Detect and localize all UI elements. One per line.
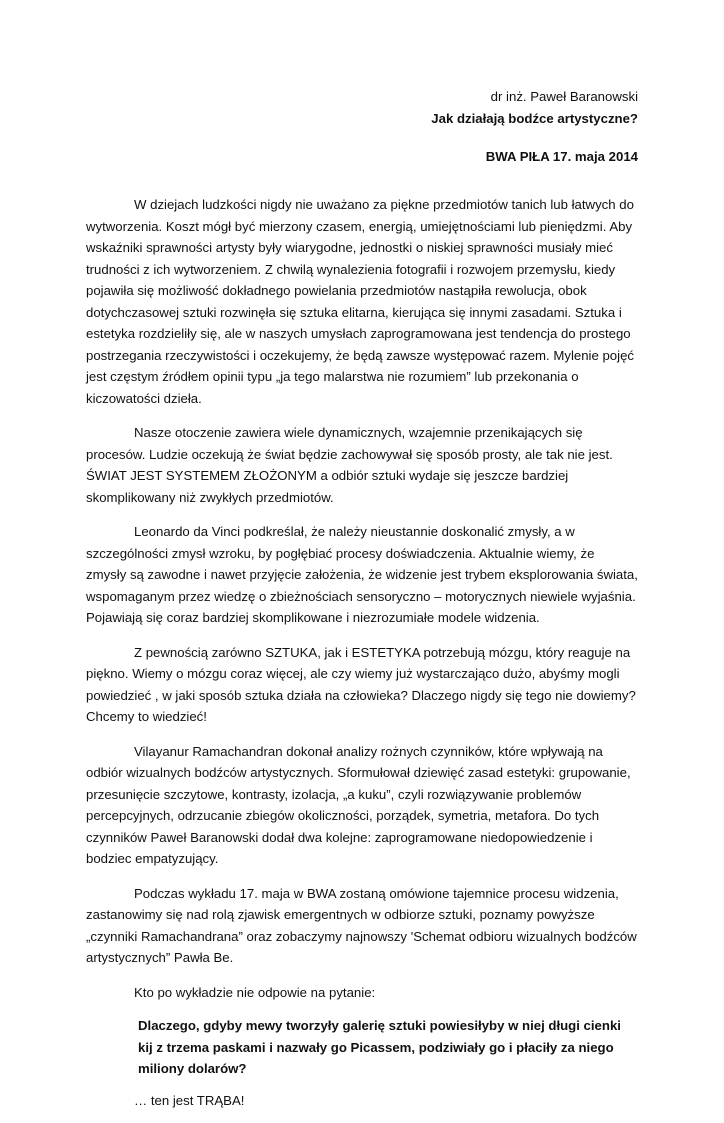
paragraph-3: Leonardo da Vinci podkreślał, że należy nieustannie doskonalić zmysły, a w szczególności zmysł wzroku, by pogłębiać procesy doświadczenia. Aktualnie wiemy, że zmysły są zawodne i nawet przyjęcie założenia, że widzenie jest trybem eksplorowania świata, wspomaganym przez wiedzę o zbieżnościach sensoryczno – motorycznych niewiele wyjaśnia. Pojawiają się coraz bardziej skomplikowane i niezrozumiałe modele widzenia. [86, 524, 638, 625]
closing-line: … ten jest TRĄBA! [134, 1092, 245, 1108]
document-header [118, 86, 638, 168]
question-intro: Kto po wykładzie nie odpowie na pytanie: [134, 984, 376, 1000]
paragraph-1: W dziejach ludzkości nigdy nie uważano za piękne przedmiotów tanich lub łatwych do wytworzenia. Koszt mógł być mierzony czasem, energią, umiejętnościami lub pieniędzmi. Aby wskaźniki sprawności artysty były wiarygodne, jednostki o niskiej sprawności musiały mieć trudności z ich wytworzeniem. Z chwilą wynalezienia fotografii i rozwojem przemysłu, kiedy pojawiła się możliwość dokładnego powielania przedmiotów nastąpiła rewolucja, obok dotychczasowej sztuki rozwinęła się sztuka elitarna, kierująca się innymi zasadami. Sztuka i estetyka rozdzieliły się, ale w naszych umysłach zaprogramowana jest tendencja do prostego postrzegania rzeczywistości i oczekujemy, że będą zawsze występować razem. Mylenie pojęć jest częstym źródłem opinii typu „ja tego malarstwa nie rozumiem” lub przekonania o kiczowatości dzieła. [86, 197, 634, 406]
paragraph-4: Z pewnością zarówno SZTUKA, jak i ESTETYKA potrzebują mózgu, który reaguje na piękno. Wiemy o mózgu coraz więcej, ale czy wiemy już wystarczająco dużo, abyśmy mogli powiedzieć , w jaki sposób sztuka działa na człowieka? Dlaczego nigdy się tego nie dowiemy? Chcemy to wiedzieć! [86, 644, 636, 724]
question: Dlaczego, gdyby mewy tworzyły galerię sztuki powiesiłyby w niej długi cienki kij z trzema paskami i nazwały go Picassem, podziwiały go i płaciły za niego miliony dolarów? [138, 1018, 621, 1076]
venue-date: BWA PIŁA 17. maja 2014 [485, 149, 638, 164]
author-name: dr inż. Paweł Baranowski [490, 89, 638, 104]
lecture-title: Jak działają bodźce artystyczne? [431, 111, 638, 126]
paragraph-6: Podczas wykładu 17. maja w BWA zostaną omówione tajemnice procesu widzenia, zastanowimy się nad rolą zjawisk emergentnych w odbiorze sztuki, poznamy powyższe „czynniki Ramachandrana” oraz zobaczymy najnowszy 'Schemat odbioru wizualnych bodźców artystycznych” Pawła Be. [86, 885, 637, 965]
document-body [86, 194, 638, 1123]
paragraph-2: Nasze otoczenie zawiera wiele dynamicznych, wzajemnie przenikających się procesów. Ludzie oczekują że świat będzie zachowywał się sposób prosty, ale tak nie jest. ŚWIAT JEST SYSTEMEM ZŁOŻONYM a odbiór sztuki wydaje się jeszcze bardziej skomplikowany niż zwykłych przedmiotów. [86, 425, 613, 505]
paragraph-5: Vilayanur Ramachandran dokonał analizy rożnych czynników, które wpływają na odbiór wizualnych bodźców artystycznych. Sformułował dziewięć zasad estetyki: grupowanie, przesunięcie szczytowe, kontrasty, izolacja, „a kuku”, czyli rozwiązywanie problemów percepcyjnych, odrzucanie zbiegów okoliczności, porządek, symetria, metafora. Do tych czynników Paweł Baranowski dodał dwa kolejne: zaprogramowane niedopowiedzenie i bodziec empatyzujący. [86, 743, 631, 866]
